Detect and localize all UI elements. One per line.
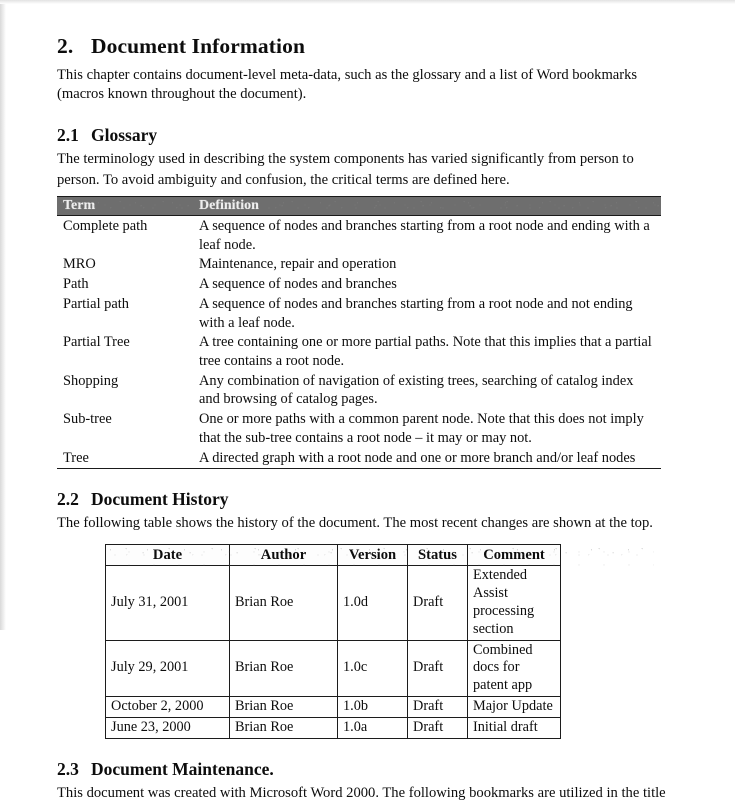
glossary-intro-line-2: person. To avoid ambiguity and confusion, the critical terms are defined here.: [57, 172, 510, 189]
glossary-term: Path: [63, 276, 89, 293]
document-history-table: [105, 544, 654, 739]
chapter-title: Document Information: [91, 34, 305, 58]
glossary-term: Shopping: [63, 372, 119, 389]
page-top-edge-shadow: [0, 0, 735, 4]
history-header-status: Status: [408, 544, 468, 565]
table-row: [57, 333, 661, 371]
table-row: [57, 371, 661, 409]
history-cell-comment: Combined docs for patent app: [468, 640, 561, 697]
section-number-maintenance: 2.3: [57, 758, 79, 779]
chapter-intro-paragraph: This chapter contains document-level meta-data, such as the glossary and a list of Word bookmarks (macros known throughout the document).: [57, 66, 638, 103]
section-heading-glossary: [57, 125, 670, 145]
history-header-author: Author: [230, 544, 338, 565]
glossary-header-row: [57, 197, 661, 216]
history-cell-version: 1.0c: [338, 640, 408, 697]
document-page: [57, 34, 670, 805]
glossary-term: Sub-tree: [63, 411, 112, 428]
history-table-container: [105, 544, 654, 739]
history-cell-date: July 29, 2001: [106, 640, 230, 697]
table-row: [57, 275, 661, 295]
glossary-table-head: [57, 197, 661, 216]
table-row: [57, 410, 661, 448]
history-cell-comment: Initial draft: [468, 717, 561, 738]
history-header-version: Version: [338, 544, 408, 565]
glossary-definition: A directed graph with a root node and one or more branch and/or leaf nodes: [193, 448, 661, 469]
history-header-date: Date: [106, 544, 230, 565]
section-heading-history: [57, 489, 670, 509]
section-title-history: Document History: [91, 489, 229, 510]
glossary-definition: Any combination of navigation of existing trees, searching of catalog index and browsing of catalog pages.: [199, 372, 634, 408]
table-row: [106, 640, 654, 697]
history-cell-author: Brian Roe: [230, 566, 338, 640]
glossary-term: Complete path: [63, 217, 148, 234]
history-table-head: [106, 544, 654, 565]
section-number-history: 2.2: [57, 489, 79, 510]
table-row: [57, 255, 661, 275]
history-cell-author: Brian Roe: [230, 717, 338, 738]
chapter-number: 2.: [57, 34, 74, 58]
glossary-table-container: [57, 196, 661, 469]
history-cell-status: Draft: [408, 566, 468, 640]
table-row: [57, 294, 661, 332]
glossary-header-term: Term: [57, 197, 193, 216]
page-left-edge-shadow: [0, 0, 6, 630]
section-title-maintenance: Document Maintenance.: [91, 758, 274, 779]
glossary-definition: A sequence of nodes and branches starting from a root node and not ending with a leaf node.: [199, 295, 633, 331]
glossary-table-body: [57, 216, 661, 469]
history-cell-date: July 31, 2001: [106, 566, 230, 640]
history-cell-comment: Extended Assist processing section: [468, 566, 561, 640]
glossary-header-definition: Definition: [193, 197, 661, 216]
table-row: [106, 697, 654, 718]
history-header-row: [106, 544, 654, 565]
glossary-definition: Maintenance, repair and operation: [199, 256, 397, 273]
glossary-intro-line-1: The terminology used in describing the system components has varied significantly from person to: [57, 150, 634, 167]
history-header-comment: Comment: [468, 544, 561, 565]
table-row: [106, 566, 654, 640]
history-cell-author: Brian Roe: [230, 640, 338, 697]
section-number-glossary: 2.1: [57, 124, 79, 145]
history-cell-status: Draft: [408, 640, 468, 697]
glossary-term: Partial path: [63, 295, 129, 312]
history-cell-date: October 2, 2000: [106, 697, 230, 718]
chapter-heading: [57, 34, 670, 59]
history-table-body: [106, 566, 654, 739]
glossary-definition: One or more paths with a common parent node. Note that this does not imply that the sub-tree contains a root node – it may or may not.: [199, 411, 644, 446]
section-title-glossary: Glossary: [91, 124, 158, 145]
history-cell-status: Draft: [408, 717, 468, 738]
history-intro-paragraph: The following table shows the history of the document. The most recent changes are shown at the top.: [57, 515, 653, 532]
history-cell-version: 1.0a: [338, 717, 408, 738]
history-cell-author: Brian Roe: [230, 697, 338, 718]
table-row: [106, 717, 654, 738]
glossary-definition: A sequence of nodes and branches: [199, 276, 397, 293]
history-cell-version: 1.0b: [338, 697, 408, 718]
history-cell-status: Draft: [408, 697, 468, 718]
history-cell-comment: Major Update: [468, 697, 561, 718]
glossary-definition: A sequence of nodes and branches starting from a root node and ending with a leaf node.: [199, 217, 650, 253]
history-cell-version: 1.0d: [338, 566, 408, 640]
glossary-term: MRO: [63, 256, 96, 273]
glossary-table: [57, 196, 661, 469]
section-heading-maintenance: [57, 759, 670, 779]
glossary-definition: A tree containing one or more partial paths. Note that this implies that a partial tree contains a root node.: [199, 334, 652, 369]
history-cell-date: June 23, 2000: [106, 717, 230, 738]
glossary-term: Partial Tree: [63, 334, 130, 351]
table-row: [57, 216, 661, 255]
glossary-term: Tree: [57, 448, 193, 469]
maintenance-intro-paragraph: This document was created with Microsoft Word 2000. The following bookmarks are utilized in the title: [57, 784, 666, 801]
table-row: [57, 448, 661, 469]
